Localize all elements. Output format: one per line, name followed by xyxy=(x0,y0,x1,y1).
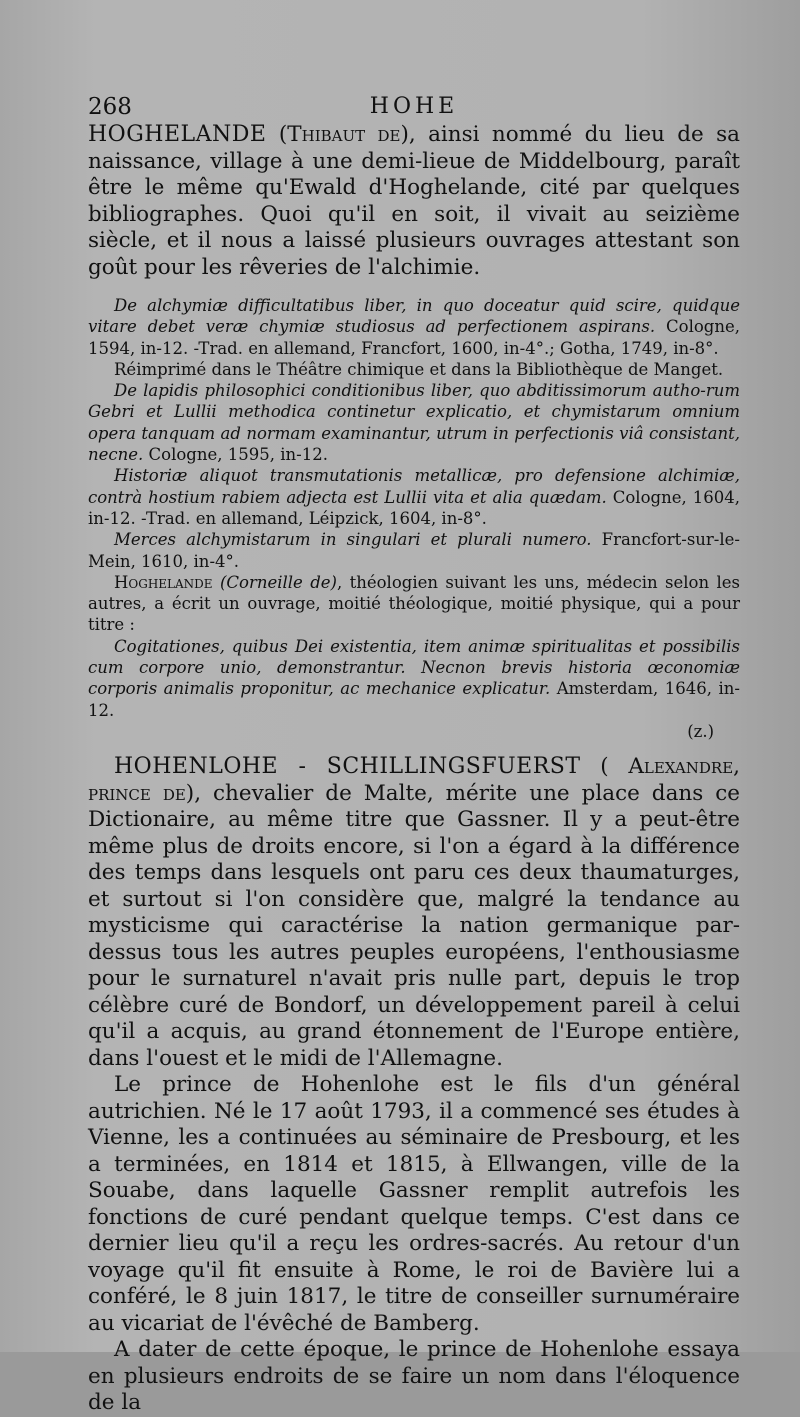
work-details: Cologne, 1604, in-12. -Trad. en allemand, Léipzick, 1604, in-8°. xyxy=(88,487,740,528)
work-details: Cologne, 1594, in-12. -Trad. en allemand, Francfort, 1600, in-4°.; Gotha, 1749, in-8°. xyxy=(88,317,740,358)
entry-body: , chevalier de Malte, mérite une place dans ce Dictionaire, au même titre que Gassner. Il y a peut-être même plus de droits encore, si l'on a égard à la différence des temps dans lesquels ont paru ces deux thaumaturges, et surtout si l'on considère que, malgré la tendance au mysticisme qui caractérise la nation germanique par-dessus tous les autres peuples européens, l'enthousiasme pour le surnaturel n'avait pris nulle part, depuis le trop célèbre curé de Bondorf, un développement pareil à celui qu'il a acquis, au grand étonnement de l'Europe entière, dans l'ouest et le midi de l'Allemagne. xyxy=(88,780,740,1071)
work-title: De lapidis philosophici conditionibus liber, quo abditissimorum autho-rum Gebri et Lullii methodica continetur explicatio, et chymistarum omnium opera tanquam ad normam examinantur, utrum in perfectionis viâ consistant, necne. xyxy=(88,381,740,465)
work-details: Cologne, 1595, in-12. xyxy=(143,445,328,465)
entry-paragraph: A dater de cette époque, le prince de Hohenlohe essaya en plusieurs endroits de se faire un nom dans l'éloquence de la xyxy=(88,1337,740,1416)
bibliography-item xyxy=(88,380,740,465)
work-details: Francfort-sur-le-Mein, 1610, in-4°. xyxy=(88,530,741,571)
bibliography-item xyxy=(88,465,740,529)
work-details: Amsterdam, 1646, in-12. xyxy=(88,679,740,720)
bibliography-note xyxy=(88,359,740,380)
work-title: Cogitationes, quibus Dei existentia, item animæ spiritualitas et possibilis cum corpore unio, demonstrantur. Necnon brevis historia œconomiæ corporis animalis proponitur, ac mechanice explicatur. xyxy=(88,636,740,699)
work-title: Merces alchymistarum in singulari et plurali numero. xyxy=(114,530,592,550)
entry-hoghelande-corneille xyxy=(88,572,740,636)
entry-body: , ainsi nommé du lieu de sa naissance, village à une demi-lieue de Middelbourg, paraît être le même qu'Ewald d'Hoghelande, cité par quelques bibliographes. Quoi qu'il en soit, il vivait au seizième siècle, et il nous a laissé plusieurs ouvrages attestant son goût pour les rêveries de l'alchimie. xyxy=(88,122,740,280)
work-title: De alchymiæ difficultatibus liber, in quo doceatur quid scire, quidque vitare debet veræ chymiæ studiosus ad perfectionem aspirans. xyxy=(88,296,740,337)
entry-hoghelande-thibaut xyxy=(88,122,740,281)
entry-headword: HOGHELANDE xyxy=(88,122,267,147)
entry-paragraph: Le prince de Hohenlohe est le fils d'un général autrichien. Né le 17 août 1793, il a commencé ses études à Vienne, les a continuées au séminaire de Presbourg, et les a terminées, en 1814 et 1815, à Ellwangen, ville de la Souabe, dans laquelle Gassner remplit autrefois les fonctions de curé pendant quelque temps. C'est dans ce dernier lieu qu'il a reçu les ordres-sacrés. Au retour d'un voyage qu'il fit ensuite à Rome, le roi de Bavière lui a conféré, le 8 juin 1817, le titre de conseiller surnuméraire au vicariat de l'évêché de Bamberg. xyxy=(88,1072,740,1336)
page-header xyxy=(88,94,740,124)
entry-body: , théologien suivant les uns, médecin selon les autres, a écrit un ouvrage, moitié théologique, moitié physique, qui a pour titre : xyxy=(88,572,740,635)
running-head: HOHE xyxy=(369,94,459,119)
author-signature: (z.) xyxy=(687,721,714,741)
work-title: Historiæ aliquot transmutationis metallicæ, pro defensione alchimiæ, contrà hostium rabiem adjecta est Lullii vita et alia quædam. xyxy=(88,466,740,507)
page-number: 268 xyxy=(88,94,132,120)
entry-headword: Hoghelande xyxy=(114,572,213,592)
entry-epithet: (Thibaut de) xyxy=(278,122,409,147)
bibliography-item xyxy=(88,529,740,572)
entry-headword: HOHENLOHE - SCHILLINGSFUERST xyxy=(114,754,581,780)
work-details: Réimprimé dans le Théâtre chimique et dans la Bibliothèque de Manget. xyxy=(114,359,724,379)
bibliography-item xyxy=(88,295,740,359)
text-column xyxy=(88,122,740,1417)
entry-hohenlohe xyxy=(88,754,740,1072)
entry-epithet: ( Alexandre, prince de) xyxy=(88,754,740,806)
bibliography-item xyxy=(88,636,740,742)
entry-epithet: (Corneille de) xyxy=(219,572,337,592)
